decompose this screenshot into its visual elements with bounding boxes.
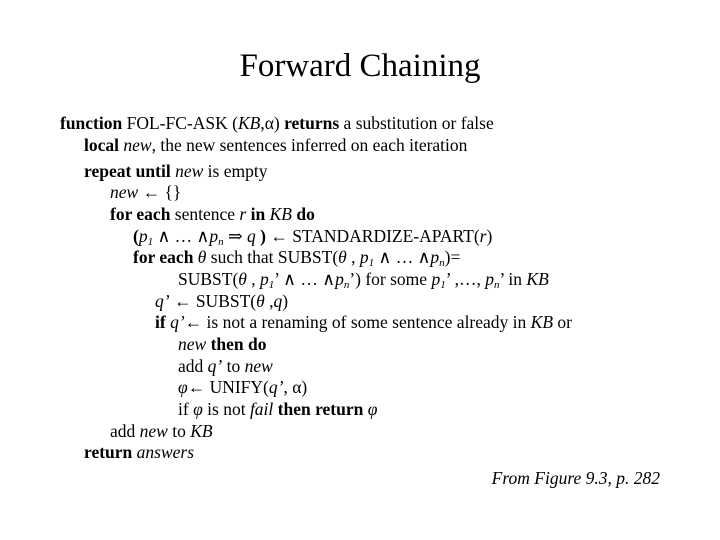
var-answers: answers — [136, 442, 195, 462]
local-desc: , the new sentences inferred on each iteration — [151, 135, 468, 155]
keyword-for-each: for each — [133, 247, 194, 267]
subscript: 1 — [147, 236, 154, 248]
text: ’) for some — [349, 269, 432, 289]
empty-set: {} — [160, 182, 182, 202]
code-line-signature — [60, 113, 494, 134]
code-line-standardize — [133, 226, 492, 247]
text: to — [167, 421, 191, 441]
args-open: ( — [227, 113, 238, 133]
var-p: p — [359, 247, 369, 267]
keyword-for-each: for each — [110, 204, 171, 224]
text: add — [110, 421, 140, 441]
keyword-return: return — [84, 442, 133, 462]
text: ) — [282, 291, 289, 311]
code-line-if-phi — [178, 399, 377, 420]
var-new: new — [139, 421, 168, 441]
code-line-local — [84, 135, 467, 156]
text: ’ in — [499, 269, 527, 289]
text: SUBST( — [191, 291, 257, 311]
keyword-local: local — [84, 135, 119, 155]
var-new: new — [244, 356, 273, 376]
var-alpha: α — [292, 377, 302, 397]
code-line-for-each-theta — [133, 247, 460, 268]
var-p: p — [431, 269, 441, 289]
text: such that SUBST( — [206, 247, 339, 267]
var-p: p — [138, 226, 148, 246]
subscript: n — [218, 236, 224, 248]
implies-icon: ⇒ — [223, 226, 247, 246]
text: is not a renaming of some sentence already in — [202, 312, 531, 332]
var-new: new — [178, 334, 207, 354]
text: UNIFY( — [205, 377, 269, 397]
var-kb: KB — [190, 421, 213, 441]
var-new: new — [175, 161, 204, 181]
code-line-repeat — [84, 161, 267, 182]
subscript: n — [493, 279, 500, 291]
var-theta: θ — [256, 291, 265, 311]
keyword-repeat-until: repeat until — [84, 161, 171, 181]
function-name: FOL-FC-ASK — [126, 113, 228, 133]
text: or — [553, 312, 572, 332]
code-line-unify — [178, 377, 307, 398]
var-phi: φ — [178, 377, 188, 397]
var-kb: KB — [530, 312, 554, 332]
var-q-prime: q’ — [155, 291, 170, 311]
keyword-returns: returns — [284, 113, 340, 133]
var-r: r — [479, 226, 487, 246]
keyword-then-return: then return — [277, 399, 364, 419]
code-line-add-new-kb — [110, 421, 213, 442]
figure-citation: From Figure 9.3, p. 282 — [491, 468, 660, 488]
text: , — [346, 247, 360, 267]
code-line-new-init — [110, 182, 181, 203]
args-close: ) — [273, 113, 280, 133]
code-line-new-then-do — [178, 334, 267, 355]
var-theta: θ — [338, 247, 347, 267]
code-line-q-prime — [155, 291, 288, 312]
keyword-if: if — [155, 312, 166, 332]
keyword-do: do — [296, 204, 315, 224]
var-phi: φ — [367, 399, 378, 419]
var-p: p — [260, 269, 269, 289]
code-line-if-renaming — [155, 312, 572, 333]
paren-open: ( — [133, 226, 139, 246]
paren-close: ) — [486, 226, 493, 246]
var-r: r — [239, 204, 247, 224]
conjunction: ∧ … ∧ — [153, 226, 210, 246]
arrow-left-icon: ← — [173, 291, 192, 311]
var-q-prime: q’ — [268, 377, 284, 397]
repeat-cond: is empty — [203, 161, 268, 181]
text: ’ ∧ … ∧ — [274, 269, 336, 289]
slide-title: Forward Chaining — [239, 48, 481, 84]
text: is not — [202, 399, 250, 419]
keyword-function: function — [60, 113, 123, 133]
var-q: q — [247, 226, 256, 246]
var-p: p — [430, 247, 440, 267]
return-desc: a substitution or false — [339, 113, 494, 133]
arg-alpha: α — [264, 113, 274, 133]
var-p: p — [209, 226, 219, 246]
conjunction: ∧ … ∧ — [374, 247, 431, 267]
arrow-left-icon: ← — [187, 377, 206, 397]
var-new: new — [110, 182, 139, 202]
var-q-prime: q’ — [170, 312, 185, 332]
text: ’ ,…, — [445, 269, 486, 289]
arrow-left-icon: ← — [270, 226, 288, 246]
text: add — [178, 356, 208, 376]
text: ) — [301, 377, 308, 397]
keyword-then-do: then do — [210, 334, 267, 354]
text: , — [264, 291, 274, 311]
var-fail: fail — [249, 399, 274, 419]
var-kb: KB — [526, 269, 549, 289]
var-phi: φ — [193, 399, 203, 419]
var-q-prime: q’ — [207, 356, 223, 376]
text: to — [222, 356, 245, 376]
code-line-return — [84, 442, 194, 463]
arrow-left-icon: ← — [184, 312, 203, 332]
arrow-left-icon: ← — [142, 182, 161, 202]
var-theta: θ — [238, 269, 247, 289]
code-line-add-q — [178, 356, 273, 377]
text: , — [283, 377, 293, 397]
subscript: 1 — [440, 279, 446, 291]
var-q: q — [273, 291, 283, 311]
keyword-in: in — [250, 204, 266, 224]
subscript: 1 — [368, 257, 375, 269]
subscript: 1 — [268, 279, 275, 291]
text: )= — [444, 247, 461, 267]
arg-sep: , — [260, 113, 265, 133]
arg-kb: KB — [237, 113, 261, 133]
var-p: p — [335, 269, 344, 289]
var-kb: KB — [269, 204, 292, 224]
function-call: STANDARDIZE-APART( — [287, 226, 480, 246]
text: SUBST( — [178, 269, 239, 289]
var-new: new — [123, 135, 152, 155]
subscript: n — [439, 257, 445, 269]
text: if — [178, 399, 194, 419]
code-line-subst-condition — [178, 269, 549, 290]
code-line-for-each-sentence — [110, 204, 315, 225]
subscript: n — [343, 279, 350, 291]
text: sentence — [170, 204, 240, 224]
var-p: p — [485, 269, 494, 289]
paren-close: ) — [255, 226, 266, 246]
text: , — [246, 269, 261, 289]
var-theta: θ — [197, 247, 207, 267]
